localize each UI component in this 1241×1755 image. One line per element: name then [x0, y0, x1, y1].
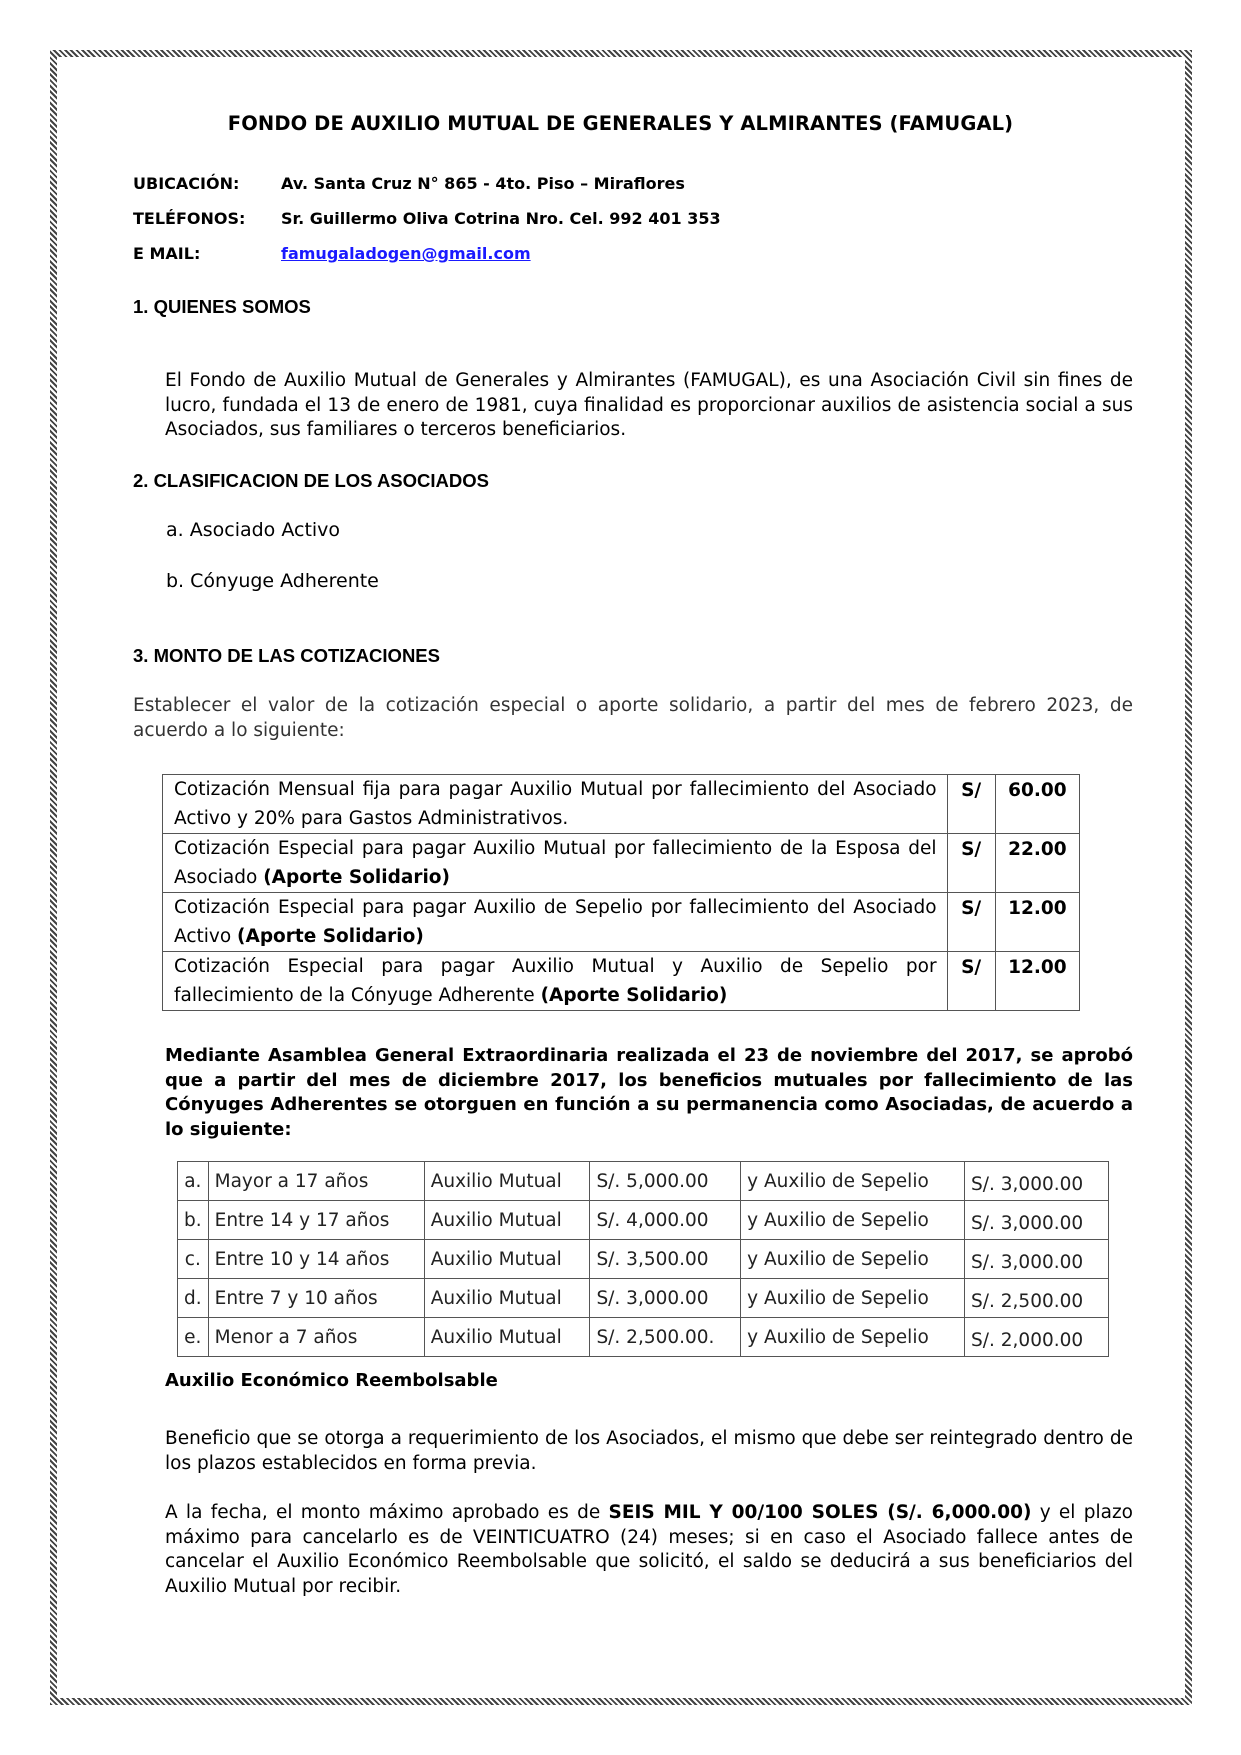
- benefit-sepelio-label: y Auxilio de Sepelio: [741, 1318, 965, 1357]
- benefit-mutual-amount: S/. 3,500.00: [590, 1240, 741, 1279]
- benefit-mutual-amount: S/. 2,500.00.: [590, 1318, 741, 1357]
- table-row: [178, 1201, 1109, 1240]
- email-link[interactable]: famugaladogen@gmail.com: [281, 244, 531, 263]
- benefit-sepelio-amount: S/. 2,000.00: [965, 1318, 1109, 1357]
- quota-description: Cotización Especial para pagar Auxilio Mutual por fallecimiento de la Esposa del Asociado (Aporte Solidario): [163, 834, 948, 893]
- quota-currency: S/: [947, 775, 995, 834]
- table-row: [163, 893, 1080, 952]
- benefit-mutual-amount: S/. 3,000.00: [590, 1279, 741, 1318]
- table-row: [163, 952, 1080, 1011]
- benefit-range: Entre 14 y 17 años: [208, 1201, 424, 1240]
- reimbursable-paragraph-1: Beneficio que se otorga a requerimiento de los Asociados, el mismo que debe ser reintegrado dentro de los plazos establecidos en forma previa.: [165, 1428, 1133, 1474]
- phones-label: TELÉFONOS:: [133, 209, 246, 228]
- location-value: Av. Santa Cruz N° 865 - 4to. Piso – Miraflores: [281, 174, 685, 193]
- table-row: [163, 775, 1080, 834]
- quota-amount: 22.00: [995, 834, 1079, 893]
- benefit-sepelio-label: y Auxilio de Sepelio: [741, 1240, 965, 1279]
- phones-value: Sr. Guillermo Oliva Cotrina Nro. Cel. 992 401 353: [281, 209, 721, 228]
- quota-currency: S/: [947, 952, 995, 1011]
- benefit-mutual-label: Auxilio Mutual: [424, 1162, 590, 1201]
- email-label: E MAIL:: [133, 244, 201, 263]
- section-3-intro: Establecer el valor de la cotización especial o aporte solidario, a partir del mes de febrero 2023, de acuerdo a lo siguiente:: [133, 695, 1133, 741]
- benefit-range: Mayor a 17 años: [208, 1162, 424, 1201]
- benefit-mutual-amount: S/. 5,000.00: [590, 1162, 741, 1201]
- location-label: UBICACIÓN:: [133, 174, 240, 193]
- benefit-sepelio-amount: S/. 3,000.00: [965, 1201, 1109, 1240]
- table-row: [178, 1279, 1109, 1318]
- assembly-note: Mediante Asamblea General Extraordinaria realizada el 23 de noviembre del 2017, se aprobó que a partir del mes de diciembre 2017, los beneficios mutuales por fallecimiento de las Cónyuges Adherentes se otorguen en función a su permanencia como Asociadas, de acuerdo a lo siguiente:: [165, 1045, 1133, 1140]
- reimbursable-paragraph-2: A la fecha, el monto máximo aprobado es de SEIS MIL Y 00/100 SOLES (S/. 6,000.00) y el plazo máximo para cancelarlo es de VEINTICUATRO (24) meses; si en caso el Asociado fallece antes de cancelar el Auxilio Económico Reembolsable que solicitó, el saldo se deducirá a sus beneficiarios del Auxilio Mutual por recibir.: [165, 1502, 1133, 1597]
- quota-table: [162, 774, 1080, 1011]
- reimbursable-heading: Auxilio Económico Reembolsable: [165, 1370, 498, 1391]
- benefit-mutual-label: Auxilio Mutual: [424, 1318, 590, 1357]
- section-3-heading: 3. MONTO DE LAS COTIZACIONES: [133, 645, 440, 666]
- benefit-range: Entre 10 y 14 años: [208, 1240, 424, 1279]
- list-item-conyuge-adherente: b. Cónyuge Adherente: [166, 570, 379, 592]
- list-item-asociado-activo: a. Asociado Activo: [166, 519, 341, 541]
- section-1-text: El Fondo de Auxilio Mutual de Generales y Almirantes (FAMUGAL), es una Asociación Civil sin fines de lucro, fundada el 13 de enero de 1981, cuya finalidad es proporcionar auxilios de asistencia social a sus Asociados, sus familiares o terceros beneficiarios.: [165, 370, 1133, 440]
- benefit-mutual-label: Auxilio Mutual: [424, 1201, 590, 1240]
- table-row: [178, 1162, 1109, 1201]
- benefit-letter: b.: [178, 1201, 209, 1240]
- benefit-letter: e.: [178, 1318, 209, 1357]
- benefit-letter: c.: [178, 1240, 209, 1279]
- quota-amount: 12.00: [995, 893, 1079, 952]
- section-2-heading: 2. CLASIFICACION DE LOS ASOCIADOS: [133, 470, 489, 491]
- document-title: FONDO DE AUXILIO MUTUAL DE GENERALES Y ALMIRANTES (FAMUGAL): [227, 112, 1014, 135]
- quota-description: Cotización Especial para pagar Auxilio Mutual y Auxilio de Sepelio por fallecimiento de la Cónyuge Adherente (Aporte Solidario): [163, 952, 948, 1011]
- benefits-table: [177, 1161, 1109, 1357]
- benefit-range: Entre 7 y 10 años: [208, 1279, 424, 1318]
- benefit-sepelio-amount: S/. 3,000.00: [965, 1240, 1109, 1279]
- benefit-sepelio-label: y Auxilio de Sepelio: [741, 1162, 965, 1201]
- benefit-sepelio-label: y Auxilio de Sepelio: [741, 1201, 965, 1240]
- benefit-letter: d.: [178, 1279, 209, 1318]
- quota-amount: 12.00: [995, 952, 1079, 1011]
- quota-amount: 60.00: [995, 775, 1079, 834]
- quota-currency: S/: [947, 834, 995, 893]
- table-row: [178, 1318, 1109, 1357]
- benefit-sepelio-amount: S/. 2,500.00: [965, 1279, 1109, 1318]
- benefit-range: Menor a 7 años: [208, 1318, 424, 1357]
- quota-description: Cotización Especial para pagar Auxilio de Sepelio por fallecimiento del Asociado Activo (Aporte Solidario): [163, 893, 948, 952]
- quota-currency: S/: [947, 893, 995, 952]
- section-1-heading: 1. QUIENES SOMOS: [133, 296, 311, 317]
- table-row: [163, 834, 1080, 893]
- benefit-mutual-label: Auxilio Mutual: [424, 1279, 590, 1318]
- quota-description: Cotización Mensual fija para pagar Auxilio Mutual por fallecimiento del Asociado Activo y 20% para Gastos Administrativos.: [163, 775, 948, 834]
- benefit-letter: a.: [178, 1162, 209, 1201]
- benefit-sepelio-label: y Auxilio de Sepelio: [741, 1279, 965, 1318]
- benefit-mutual-amount: S/. 4,000.00: [590, 1201, 741, 1240]
- table-row: [178, 1240, 1109, 1279]
- benefit-mutual-label: Auxilio Mutual: [424, 1240, 590, 1279]
- benefit-sepelio-amount: S/. 3,000.00: [965, 1162, 1109, 1201]
